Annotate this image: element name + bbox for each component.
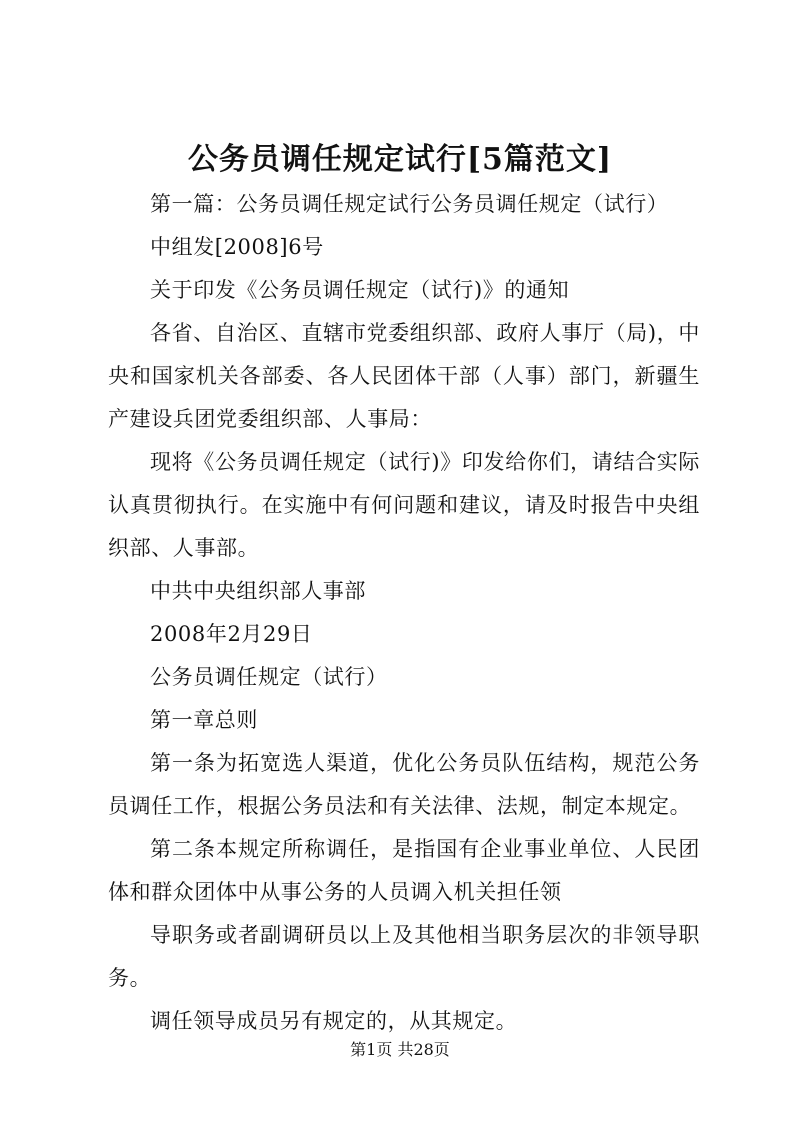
paragraph-document-number: 中组发[2008]6号 (150, 235, 324, 259)
paragraph-instruction: 现将《公务员调任规定（试行)》印发给你们，请结合实际认真贯彻执行。在实施中有何问题和建议，请及时报告中央组织部、人事部。 (108, 450, 700, 560)
paragraph-date: 2008年2月29日 (150, 622, 313, 646)
paragraph-heading-part-one: 第一篇：公务员调任规定试行公务员调任规定（试行） (150, 192, 669, 216)
page-footer: 第1页 共28页 (350, 1040, 450, 1059)
paragraph-notice-title: 关于印发《公务员调任规定（试行)》的通知 (150, 278, 570, 302)
paragraph-addressees: 各省、自治区、直辖市党委组织部、政府人事厅（局)，中央和国家机关各部委、各人民团体干部（人事）部门，新疆生产建设兵团党委组织部、人事局： (108, 321, 700, 431)
document-body (108, 183, 700, 1043)
document-title: 公务员调任规定试行[5篇范文] (187, 142, 613, 177)
paragraph-special-provision: 调任领导成员另有规定的，从其规定。 (150, 1009, 518, 1033)
paragraph-chapter-one: 第一章总则 (150, 708, 258, 732)
paragraph-article-one: 第一条为拓宽选人渠道，优化公务员队伍结构，规范公务员调任工作，根据公务员法和有关法律、法规，制定本规定。 (108, 751, 700, 818)
paragraph-issuer: 中共中央组织部人事部 (150, 579, 366, 603)
paragraph-regulation-title: 公务员调任规定（试行） (150, 665, 388, 689)
paragraph-article-two: 第二条本规定所称调任，是指国有企业事业单位、人民团体和群众团体中从事公务的人员调入机关担任领 (108, 837, 700, 904)
paragraph-article-two-continued: 导职务或者副调研员以上及其他相当职务层次的非领导职务。 (108, 923, 700, 990)
